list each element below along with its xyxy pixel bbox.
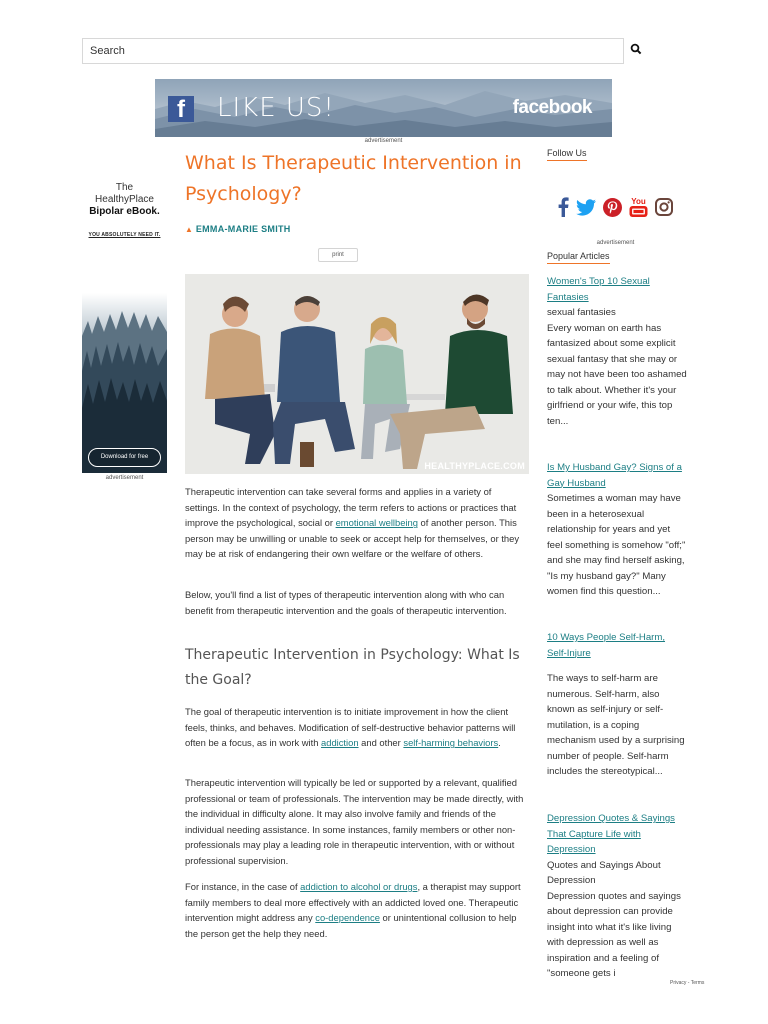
article-paragraph [185,484,525,562]
text-segment: Therapeutic intervention can take several forms and applies in a variety of settings. In the context of psychology, the term refers to actions or practices that improve the psychological, social or [185,486,517,528]
ad-line-1: The [115,182,134,193]
twitter-icon[interactable] [576,199,596,216]
image-watermark: HEALTHYPLACE.COM [424,461,525,471]
advertisement-label: advertisement [364,138,403,144]
facebook-icon[interactable] [557,197,569,217]
facebook-logo-icon: f [168,96,194,122]
recaptcha-badge[interactable] [668,946,712,981]
popular-articles-heading: Popular Articles [547,251,610,264]
social-links [557,195,673,219]
popular-article-link[interactable]: Depression Quotes & Sayings That Capture Life with Depression [547,813,675,855]
self-harming-behaviors-link[interactable]: self-harming behaviors [403,737,499,748]
co-dependence-link[interactable]: co-dependence [315,912,380,923]
facebook-banner-ad[interactable] [155,79,612,137]
addiction-to-alcohol-or-drugs-link[interactable]: addiction to alcohol or drugs [300,881,418,892]
search-button[interactable] [628,42,644,58]
popular-article [547,460,687,600]
text-segment: or unintentional collusion to help the person get the help they need. [185,912,517,939]
search-bar [82,38,624,64]
text-segment: , a therapist may support family members to deal more effectively with an addicted loved one. Therapeutic intervention might address any [185,881,521,923]
like-us-text: LIKE US! [217,93,335,123]
instagram-icon[interactable] [655,198,673,216]
pinterest-icon[interactable] [603,198,622,217]
author-name[interactable]: EMMA-MARIE SMITH [195,224,291,234]
facebook-wordmark: facebook [512,97,592,118]
section-heading: Therapeutic Intervention in Psychology: What Is the Goal? [185,647,520,688]
article-paragraph [185,704,525,751]
ad-tagline: YOU ABSOLUTELY NEED IT. [88,232,161,238]
advertisement-label: advertisement [596,240,635,246]
text-segment: and other [358,737,404,748]
article-paragraph: Therapeutic intervention will typically be led or supported by a relevant, qualified professional or team of professionals. The intervention may be made directly, with the individual in difficulty alone. It may also involve family and friends of the individual needing assistance. In some instances, family members or other non-professionals may play a leading role in therapeutic intervention, with or without professional supervision. [185,777,524,866]
follow-us-heading: Follow Us [547,148,587,161]
youtube-icon[interactable] [629,196,648,218]
popular-article-link[interactable]: Is My Husband Gay? Signs of a Gay Husband [547,462,682,489]
ad-title: Bipolar eBook. [89,206,160,217]
text-segment: . [498,737,501,748]
article-hero-image [185,274,529,474]
author-byline[interactable] [185,224,291,234]
popular-article-excerpt: Quotes and Sayings About Depression Depression quotes and sayings about depression can provide insight into what it's like living with depression as well as inspiration and a feeling of "someone gets i [547,859,681,979]
popular-article-excerpt: Sometimes a woman may have been in a heterosexual relationship for years and yet feel something is somehow "off;" and she may find herself asking, "Is my husband gay?" Many women find this question... [547,493,686,597]
user-icon: ▲ [185,225,194,234]
advertisement-label: advertisement [105,475,144,481]
text-segment: The goal of therapeutic intervention is to initiate improvement in how the client feels, thinks, and behaves. Modification of self-destructive behavior patterns will often be a focus, as in work with [185,706,516,748]
article-paragraph: Below, you'll find a list of types of therapeutic intervention along with who can benefit from therapeutic intervention and the goals of therapeutic intervention. [185,589,507,616]
popular-article-link[interactable]: Women's Top 10 Sexual Fantasies [547,276,650,303]
text-segment: For instance, in the case of [185,881,301,892]
popular-article [547,811,687,979]
download-for-free-button[interactable]: Download for free [88,448,161,467]
bipolar-ebook-ad[interactable] [82,146,167,473]
youtube-icon-text: You [631,197,646,206]
text-segment: of another person. This person may be unwilling or unable to seek or accept help for themselves, or they may be at risk of endangering their own welfare or the welfare of others. [185,517,520,559]
search-icon [630,43,642,55]
article-paragraph [185,879,525,941]
popular-article-excerpt: The ways to self-harm are numerous. Self-harm, also known as self-injury or self-mutilation, is a coping mechanism used by a surprising number of people. Self-harm includes the stereotypical... [547,673,685,777]
article-title: What Is Therapeutic Intervention in Psychology? [185,152,522,205]
emotional-wellbeing-link[interactable]: emotional wellbeing [335,517,418,528]
ad-line-2: HealthyPlace [95,194,154,205]
popular-article [547,630,687,780]
print-button[interactable]: print [318,248,358,262]
popular-article-link[interactable]: 10 Ways People Self-Harm, Self-Injure [547,632,666,659]
search-input[interactable] [83,39,623,63]
popular-article-excerpt: sexual fantasies Every woman on earth has fantasized about some explicit sexual fantasy that she may or may not have been too ashamed to talk about. Whether it's your girlfriend or your wife, this top ten... [547,307,687,427]
therapy-session-image [185,274,529,474]
addiction-link[interactable]: addiction [321,737,359,748]
popular-article [547,274,687,429]
recaptcha-privacy-terms[interactable]: Privacy - Terms [670,980,705,986]
